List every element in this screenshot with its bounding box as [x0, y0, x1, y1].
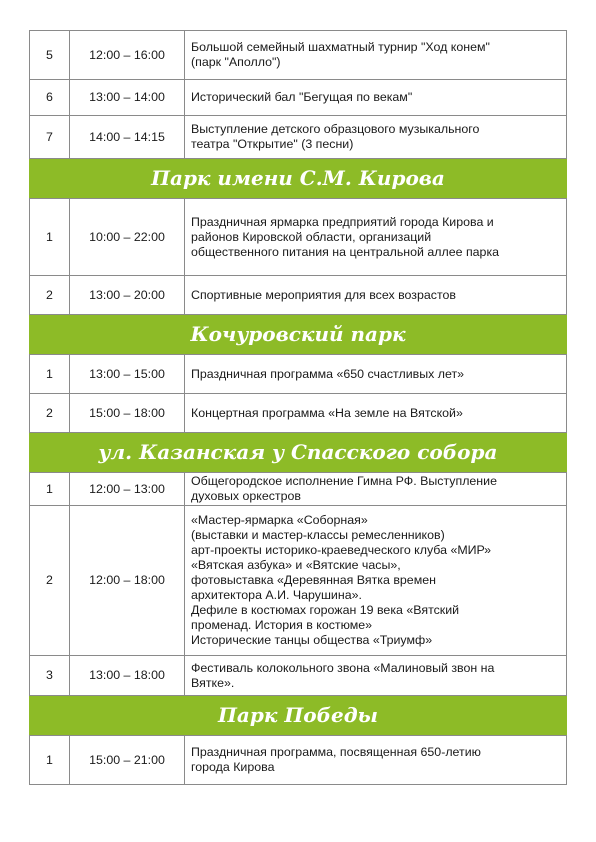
row-number: 5	[30, 31, 70, 80]
row-description	[185, 394, 567, 433]
description-line: Исторический бал "Бегущая по векам"	[191, 90, 413, 104]
row-time: 15:00 – 18:00	[70, 394, 185, 433]
row-time: 12:00 – 16:00	[70, 31, 185, 80]
description-line: архитектора А.И. Чарушина».	[191, 588, 362, 602]
description-line: Праздничная программа «650 счастливых лет»	[191, 366, 465, 381]
row-number: 3	[30, 656, 70, 696]
section-title: Парк Победы	[30, 696, 567, 736]
description-line: Вятке».	[191, 675, 235, 690]
description-line: Праздничная программа, посвященная 650-летию	[191, 745, 481, 759]
row-time: 10:00 – 22:00	[70, 199, 185, 276]
row-time: 12:00 – 18:00	[70, 506, 185, 656]
row-number: 1	[30, 355, 70, 394]
row-number: 6	[30, 80, 70, 116]
table-row	[30, 736, 567, 785]
table-row	[30, 80, 567, 116]
description-line: (выставки и мастер-классы ремесленников)	[191, 528, 445, 542]
row-number: 1	[30, 199, 70, 276]
row-time: 13:00 – 18:00	[70, 656, 185, 696]
table-row	[30, 656, 567, 696]
description-line: «Вятская азбука» и «Вятские часы»,	[191, 558, 401, 572]
row-number: 7	[30, 116, 70, 159]
section-header	[30, 696, 567, 736]
row-description	[185, 656, 567, 696]
section-header	[30, 315, 567, 355]
row-time: 14:00 – 14:15	[70, 116, 185, 159]
description-line: Исторические танцы общества «Триумф»	[191, 633, 433, 647]
row-time: 13:00 – 14:00	[70, 80, 185, 116]
row-description	[185, 80, 567, 116]
description-line: Концертная программа «На земле на Вятской»	[191, 405, 463, 420]
schedule-body	[30, 31, 567, 785]
table-row	[30, 31, 567, 80]
section-header	[30, 433, 567, 473]
table-row	[30, 276, 567, 315]
description-line: (парк "Аполло")	[191, 55, 281, 69]
description-line: театра "Открытие" (3 песни)	[191, 137, 354, 151]
row-description	[185, 199, 567, 276]
schedule-table	[29, 30, 567, 785]
description-line: Дефиле в костюмах горожан 19 века «Вятский	[191, 603, 460, 617]
row-description	[185, 506, 567, 656]
section-title: ул. Казанская у Спасского собора	[30, 433, 567, 473]
row-time: 13:00 – 15:00	[70, 355, 185, 394]
description-line: духовых оркестров	[191, 489, 301, 503]
table-row	[30, 116, 567, 159]
description-line: Большой семейный шахматный турнир "Ход конем"	[191, 40, 490, 54]
table-row	[30, 506, 567, 656]
row-number: 2	[30, 276, 70, 315]
row-time: 15:00 – 21:00	[70, 736, 185, 785]
description-line: Праздничная ярмарка предприятий города Кирова и	[191, 214, 494, 229]
table-row	[30, 355, 567, 394]
row-time: 13:00 – 20:00	[70, 276, 185, 315]
row-description	[185, 355, 567, 394]
section-title: Кочуровский парк	[30, 315, 567, 355]
description-line: «Мастер-ярмарка «Соборная»	[191, 513, 368, 527]
description-line: арт-проекты историко-краеведческого клуба «МИР»	[191, 543, 492, 557]
row-description	[185, 276, 567, 315]
description-line: Спортивные мероприятия для всех возрастов	[191, 287, 456, 302]
description-line: фотовыставка «Деревянная Вятка времен	[191, 573, 436, 587]
row-number: 2	[30, 506, 70, 656]
table-row	[30, 473, 567, 506]
row-description	[185, 473, 567, 506]
description-line: променад. История в костюме»	[191, 618, 373, 632]
row-description	[185, 31, 567, 80]
row-number: 1	[30, 736, 70, 785]
row-description	[185, 736, 567, 785]
description-line: Фестиваль колокольного звона «Малиновый звон на	[191, 660, 495, 675]
section-header	[30, 159, 567, 199]
description-line: города Кирова	[191, 760, 275, 774]
description-line: Выступление детского образцового музыкального	[191, 122, 480, 136]
table-row	[30, 394, 567, 433]
table-row	[30, 199, 567, 276]
description-line: районов Кировской области, организаций	[191, 229, 432, 244]
row-time: 12:00 – 13:00	[70, 473, 185, 506]
row-number: 1	[30, 473, 70, 506]
description-line: Общегородское исполнение Гимна РФ. Выступление	[191, 474, 497, 488]
row-number: 2	[30, 394, 70, 433]
description-line: общественного питания на центральной аллее парка	[191, 244, 500, 259]
row-description	[185, 116, 567, 159]
section-title: Парк имени С.М. Кирова	[30, 159, 567, 199]
